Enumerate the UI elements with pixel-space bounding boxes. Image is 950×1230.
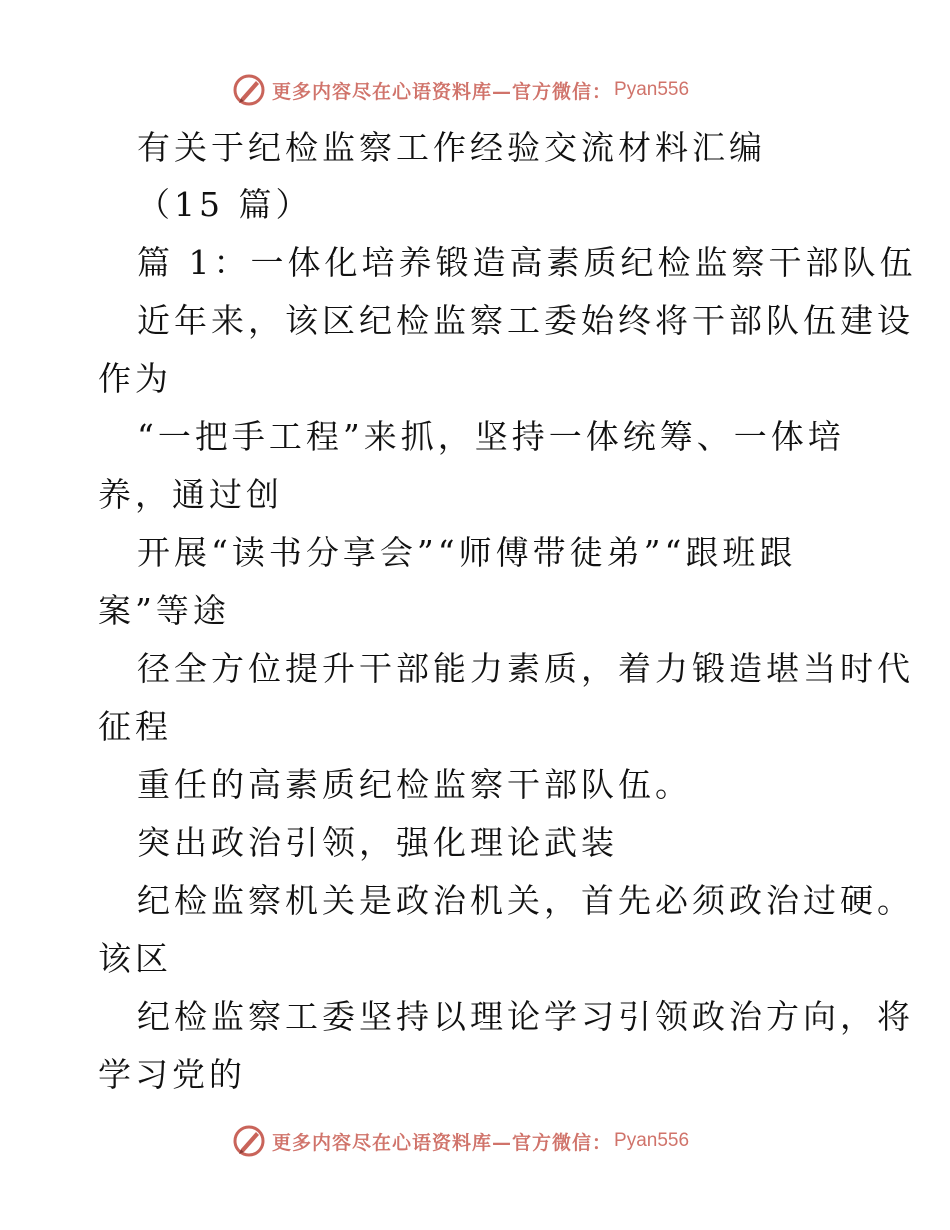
paragraph-line: 纪检监察工委坚持以理论学习引领政治方向，将 (137, 997, 914, 1036)
section-heading: 篇 1：一体化培养锻造高素质纪检监察干部队伍 (137, 243, 917, 282)
watermark-text: 更多内容尽在心语资料库—官方微信： (272, 80, 613, 103)
paragraph-line: 案”等途 (98, 591, 230, 630)
header-watermark-banner (232, 72, 689, 108)
subsection-heading: 突出政治引领，强化理论武装 (137, 823, 618, 862)
pen-circle-logo-icon (232, 1124, 266, 1158)
paragraph-line: 作为 (98, 359, 172, 398)
paragraph-line: 重任的高素质纪检监察干部队伍。 (137, 765, 692, 804)
paragraph-line: 纪检监察机关是政治机关，首先必须政治过硬。 (137, 881, 914, 920)
paragraph-line: 径全方位提升干部能力素质，着力锻造堪当时代 (137, 649, 914, 688)
document-count: （15 篇） (137, 185, 313, 224)
paragraph-line: “一把手工程”来抓，坚持一体统筹、一体培 (137, 417, 845, 456)
pen-circle-logo-icon (232, 73, 266, 107)
paragraph-line: 学习党的 (98, 1055, 246, 1094)
wechat-id: Pyan556 (614, 1130, 690, 1151)
footer-watermark-banner (232, 1123, 689, 1159)
watermark-text: 更多内容尽在心语资料库—官方微信： (272, 1131, 613, 1154)
paragraph-line: 征程 (98, 707, 172, 746)
paragraph-line: 养，通过创 (98, 475, 283, 514)
paragraph-line: 开展“读书分享会”“师傅带徒弟”“跟班跟 (137, 533, 797, 572)
paragraph-line: 近年来，该区纪检监察工委始终将干部队伍建设 (137, 301, 914, 340)
wechat-id: Pyan556 (614, 79, 690, 100)
paragraph-line: 该区 (98, 939, 172, 978)
document-title: 有关于纪检监察工作经验交流材料汇编 (137, 128, 766, 167)
